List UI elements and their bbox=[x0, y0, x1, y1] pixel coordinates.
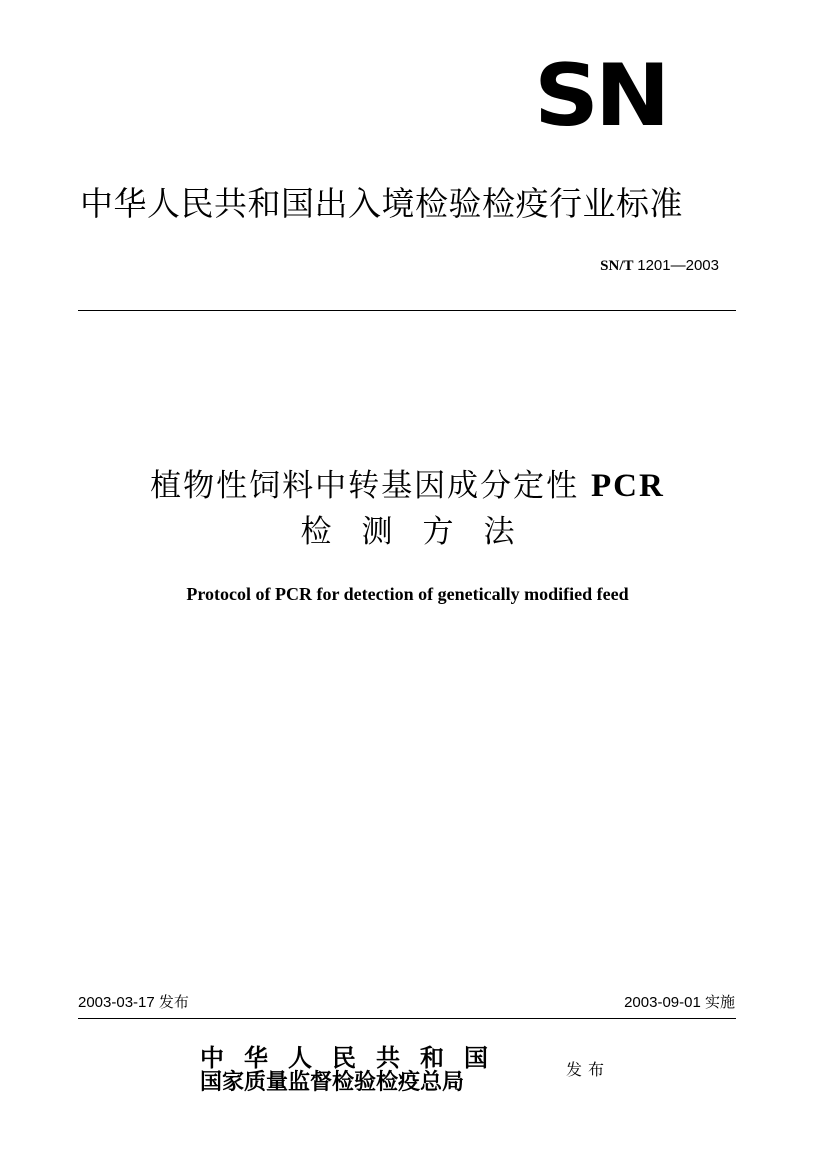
standard-code-number: 1201—2003 bbox=[637, 257, 719, 274]
issue-date bbox=[78, 993, 189, 1013]
sn-logo: SN bbox=[534, 46, 667, 146]
standard-code-prefix: SN/T bbox=[600, 258, 634, 274]
issuer-action: 发布 bbox=[566, 1060, 611, 1079]
issue-date-label: 发布 bbox=[158, 994, 189, 1011]
title-cn-text: 植物性饲料中转基因成分定性 bbox=[150, 468, 580, 504]
issuer-line1: 中华人民共和国 bbox=[200, 1043, 508, 1072]
title-cn-latin: PCR bbox=[591, 468, 665, 504]
header-divider bbox=[78, 310, 736, 311]
standard-code bbox=[600, 256, 719, 276]
document-title-cn-line1 bbox=[0, 464, 815, 508]
document-title-en: Protocol of PCR for detection of genetically modified feed bbox=[186, 584, 629, 604]
implementation-date-value: 2003-09-01 bbox=[624, 994, 701, 1011]
implementation-date bbox=[624, 993, 735, 1013]
issue-date-value: 2003-03-17 bbox=[78, 994, 155, 1011]
document-title-cn-line2: 检测方法 bbox=[300, 514, 545, 550]
footer-divider bbox=[78, 1018, 736, 1019]
implementation-date-label: 实施 bbox=[704, 994, 735, 1011]
organization-title: 中华人民共和国出入境检验检疫行业标准 bbox=[80, 184, 683, 223]
issuer-line2: 国家质量监督检验检疫总局 bbox=[200, 1069, 465, 1095]
